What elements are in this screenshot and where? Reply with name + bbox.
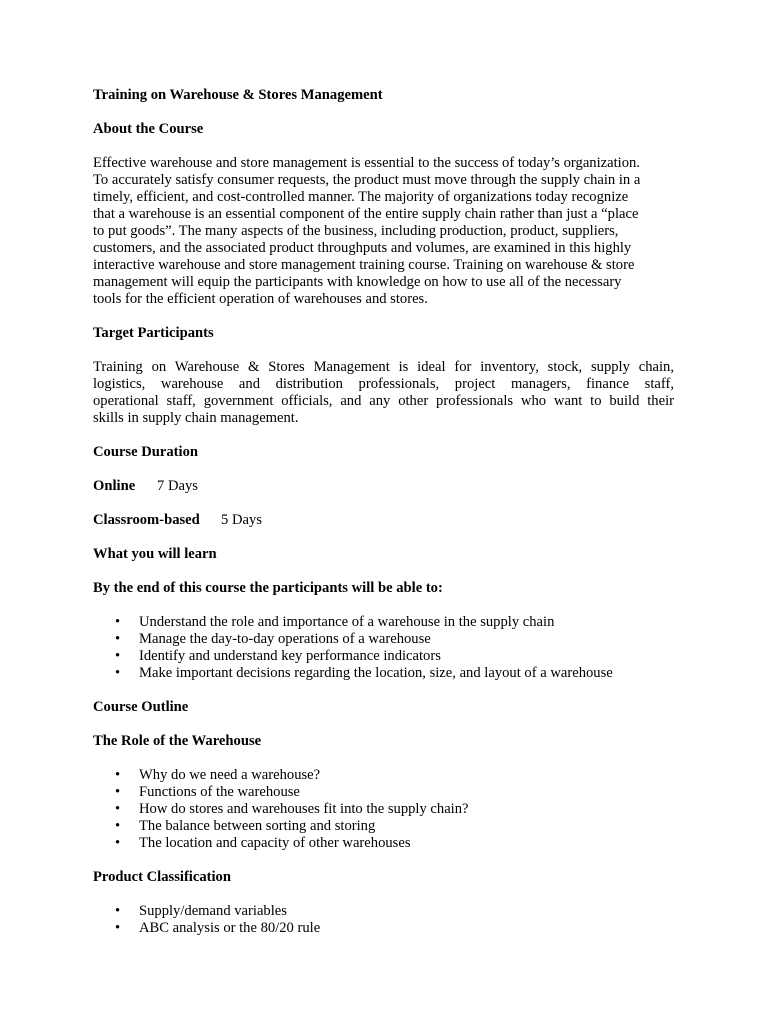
bullet-icon: • (115, 631, 121, 647)
list-item (93, 614, 674, 631)
bullet-icon: • (115, 614, 121, 630)
list-item-text: How do stores and warehouses fit into the supply chain? (139, 801, 469, 817)
classification-heading: Product Classification (93, 869, 231, 885)
about-line: timely, efficient, and cost-controlled manner. The majority of organizations today recognize (93, 189, 629, 205)
list-item-text: Understand the role and importance of a warehouse in the supply chain (139, 614, 555, 630)
about-line: management will equip the participants with knowledge on how to use all of the necessary (93, 274, 622, 290)
about-line: customers, and the associated product throughputs and volumes, are examined in this highly (93, 240, 632, 256)
learn-subheading: By the end of this course the participants will be able to: (93, 580, 443, 596)
list-item (93, 818, 674, 835)
document-title: Training on Warehouse & Stores Management (93, 87, 383, 103)
list-item (93, 631, 674, 648)
document-content (93, 87, 674, 937)
list-item-text: The location and capacity of other warehouses (139, 835, 411, 851)
list-item-text: Functions of the warehouse (139, 784, 300, 800)
list-item-text: Identify and understand key performance indicators (139, 648, 441, 664)
list-item (93, 767, 674, 784)
classification-list (93, 903, 674, 937)
about-line: tools for the efficient operation of warehouses and stores. (93, 291, 428, 307)
list-item (93, 784, 674, 801)
target-line: Training on Warehouse & Stores Management is ideal for inventory, stock, supply chain, (93, 359, 674, 375)
about-heading: About the Course (93, 121, 204, 137)
duration-online-value: 7 Days (157, 478, 198, 494)
outline-heading: Course Outline (93, 699, 189, 715)
target-line: operational staff, government officials, and any other professionals who want to build their (93, 393, 674, 409)
list-item-text: Make important decisions regarding the location, size, and layout of a warehouse (139, 665, 613, 681)
about-line: that a warehouse is an essential component of the entire supply chain rather than just a “place (93, 206, 639, 222)
role-heading: The Role of the Warehouse (93, 733, 262, 749)
list-item-text: The balance between sorting and storing (139, 818, 376, 834)
about-paragraph (93, 155, 674, 308)
list-item-text: Supply/demand variables (139, 903, 287, 919)
bullet-icon: • (115, 665, 121, 681)
about-line: interactive warehouse and store management training course. Training on warehouse & store (93, 257, 635, 273)
list-item (93, 903, 674, 920)
duration-online-label: Online (93, 478, 136, 494)
target-heading: Target Participants (93, 325, 214, 341)
list-item (93, 648, 674, 665)
target-line: logistics, warehouse and distribution professionals, project managers, finance staff, (93, 376, 674, 392)
role-list (93, 767, 674, 852)
bullet-icon: • (115, 784, 121, 800)
bullet-icon: • (115, 767, 121, 783)
duration-classroom-value: 5 Days (221, 512, 262, 528)
duration-online-row (93, 478, 674, 495)
list-item (93, 665, 674, 682)
learn-heading: What you will learn (93, 546, 217, 562)
about-line: To accurately satisfy consumer requests, the product must move through the supply chain in a (93, 172, 641, 188)
bullet-icon: • (115, 920, 121, 936)
target-paragraph (93, 359, 674, 427)
bullet-icon: • (115, 818, 121, 834)
list-item (93, 920, 674, 937)
list-item-text: Why do we need a warehouse? (139, 767, 321, 783)
about-line: Effective warehouse and store management is essential to the success of today’s organization. (93, 155, 640, 171)
duration-classroom-label: Classroom-based (93, 512, 200, 528)
duration-heading: Course Duration (93, 444, 198, 460)
target-line: skills in supply chain management. (93, 410, 299, 426)
bullet-icon: • (115, 648, 121, 664)
list-item-text: Manage the day-to-day operations of a warehouse (139, 631, 431, 647)
bullet-icon: • (115, 835, 121, 851)
list-item (93, 801, 674, 818)
list-item-text: ABC analysis or the 80/20 rule (139, 920, 321, 936)
duration-classroom-row (93, 512, 674, 529)
learn-list (93, 614, 674, 682)
about-line: to put goods”. The many aspects of the business, including production, product, suppliers, (93, 223, 619, 239)
bullet-icon: • (115, 903, 121, 919)
list-item (93, 835, 674, 852)
bullet-icon: • (115, 801, 121, 817)
